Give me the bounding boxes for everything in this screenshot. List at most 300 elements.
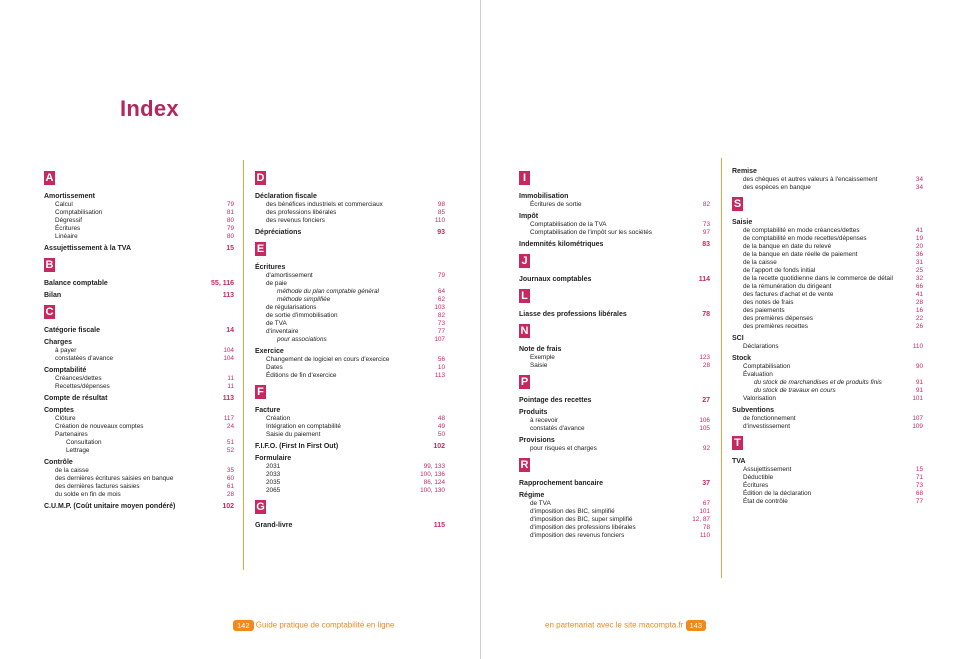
page-number-left: 142 [233,620,254,631]
index-heading [732,354,923,363]
entry-pages: 123 [699,354,710,361]
entry-pages: 60 [226,475,234,482]
entry-pages: 24 [226,423,234,430]
entry-label: pour associations [277,336,327,343]
entry-label: C.U.M.P. (Coût unitaire moyen pondéré) [44,503,176,510]
index-heading [44,338,234,347]
index-column-4 [732,164,923,506]
entry-pages: 80 [226,233,234,240]
entry-label: d'investissement [743,423,791,430]
index-entry [44,431,234,439]
entry-pages: 79 [226,201,234,208]
entry-pages: 104 [223,347,234,354]
index-entry [255,372,445,380]
entry-label: Produits [519,409,548,416]
entry-pages: 115 [433,522,445,529]
entry-pages: 11 [227,383,234,390]
entry-pages: 86, 124 [423,479,445,486]
entry-label: Rapprochement bancaire [519,480,604,487]
index-entry [519,532,710,540]
index-entry [255,336,445,344]
section-letter-d: D [256,172,265,184]
entry-label: des bénéfices industriels et commerciaux [266,201,383,208]
entry-label: Écritures de sortie [530,201,582,208]
entry-label: Dépréciations [255,229,302,236]
entry-label: Assujettissement [743,466,792,473]
entry-pages: 109 [912,423,923,430]
entry-pages: 20 [915,243,923,250]
entry-label: d'imposition des professions libérales [530,524,636,531]
entry-label: Comptabilité [44,367,87,374]
index-entry [519,516,710,524]
section-letter-j: J [519,254,530,268]
entry-label: méthode du plan comptable général [277,288,379,295]
index-entry [44,383,234,391]
entry-pages: 25 [915,267,923,274]
index-heading [44,326,234,335]
index-entry [44,475,234,483]
index-entry [732,251,923,259]
entry-pages: 37 [702,480,710,487]
index-heading [519,396,710,405]
entry-pages: 41 [915,291,923,298]
index-entry [732,395,923,403]
entry-label: à recevoir [530,417,559,424]
entry-pages: 77 [915,498,923,505]
index-heading [255,454,445,463]
index-entry [519,425,710,433]
index-entry [519,500,710,508]
index-heading [519,479,710,488]
entry-label: Création [266,415,291,422]
index-heading [44,394,234,403]
entry-pages: 14 [226,327,234,334]
index-entry [732,371,923,379]
index-heading [519,345,710,354]
entry-label: Saisie [530,362,548,369]
entry-label: Bilan [44,292,62,299]
entry-label: de régularisations [266,304,317,311]
entry-label: Recettes/dépenses [55,383,110,390]
entry-pages: 49 [437,423,445,430]
entry-label: F.I.F.O. (First In First Out) [255,443,339,450]
entry-pages: 11 [227,375,234,382]
entry-label: Note de frais [519,346,562,353]
footer-right [545,620,706,631]
page-gutter [480,0,481,659]
entry-label: Pointage des recettes [519,397,592,404]
index-entry [732,299,923,307]
entry-pages: 83 [702,241,710,248]
entry-pages: 28 [702,362,710,369]
entry-label: Lettrage [66,447,90,454]
entry-pages: 99, 133 [423,463,445,470]
entry-pages: 81 [226,209,234,216]
entry-label: Déclarations [743,343,779,350]
entry-pages: 100, 130 [420,487,445,494]
index-entry [44,233,234,241]
index-entry [519,524,710,532]
entry-label: des chèques et autres valeurs à l'encaissement [743,176,878,183]
entry-pages: 105 [699,425,710,432]
entry-label: de la recette quotidienne dans le commerce de détail [743,275,893,282]
section-letter-c: C [45,306,54,318]
entry-label: à payer [55,347,77,354]
index-entry [732,474,923,482]
entry-label: de paie [266,280,287,287]
entry-pages: 16 [915,307,923,314]
entry-pages: 10 [437,364,445,371]
entry-pages: 71 [915,474,923,481]
index-entry [44,415,234,423]
entry-pages: 106 [699,417,710,424]
entry-pages: 114 [698,276,710,283]
section-letter-p: P [520,376,529,388]
entry-label: Grand-livre [255,522,293,529]
entry-pages: 48 [437,415,445,422]
entry-pages: 27 [702,397,710,404]
entry-pages: 28 [226,491,234,498]
section-letter-f: F [255,385,266,399]
entry-label: de l'apport de fonds initial [743,267,816,274]
entry-pages: 117 [223,415,234,422]
entry-label: Calcul [55,201,73,208]
entry-label: Éditions de fin d'exercice [266,372,337,379]
entry-label: de comptabilité en mode créances/dettes [743,227,860,234]
entry-label: 2033 [266,471,281,478]
index-entry [519,201,710,209]
index-entry [732,291,923,299]
entry-pages: 90 [915,363,923,370]
entry-label: Facture [255,407,281,414]
entry-label: Liasse des professions libérales [519,311,627,318]
index-entry [732,482,923,490]
entry-label: 2065 [266,487,281,494]
index-heading [519,212,710,221]
entry-pages: 101 [699,508,710,515]
index-heading [255,228,445,237]
index-entry [44,201,234,209]
entry-label: SCI [732,335,744,342]
entry-pages: 28 [915,299,923,306]
entry-pages: 56 [437,356,445,363]
entry-pages: 98 [437,201,445,208]
index-heading [519,491,710,500]
index-heading [44,406,234,415]
entry-label: Charges [44,339,73,346]
entry-pages: 82 [702,201,710,208]
index-entry [732,423,923,431]
entry-pages: 73 [437,320,445,327]
entry-label: Déclaration fiscale [255,193,317,200]
entry-label: du stock de marchandises et de produits finis [754,379,882,386]
index-entry [519,354,710,362]
entry-pages: 52 [226,447,234,454]
entry-pages: 79 [437,272,445,279]
entry-label: Impôt [519,213,539,220]
entry-pages: 15 [226,245,234,252]
entry-pages: 50 [437,431,445,438]
entry-label: Subventions [732,407,775,414]
entry-label: d'amortissement [266,272,313,279]
entry-pages: 110 [434,217,445,224]
entry-label: de la rémunération du dirigeant [743,283,832,290]
index-entry [44,355,234,363]
section-letter-l: L [519,289,530,303]
index-heading [519,310,710,319]
footer-right-text: en partenariat avec le site macompta.fr [545,620,684,630]
entry-label: de TVA [266,320,287,327]
index-entry [732,184,923,192]
entry-pages: 78 [702,311,710,318]
entry-pages: 107 [434,336,445,343]
entry-pages: 82 [437,312,445,319]
index-entry [255,280,445,288]
entry-pages: 73 [915,482,923,489]
index-entry [732,379,923,387]
index-heading [44,291,234,300]
entry-label: Stock [732,355,752,362]
index-heading [44,279,234,288]
entry-label: Comptabilisation de la TVA [530,221,607,228]
entry-pages: 92 [702,445,710,452]
entry-label: du solde en fin de mois [55,491,121,498]
index-heading [732,406,923,415]
entry-label: Dates [266,364,283,371]
section-letter-i: I [519,171,530,185]
entry-label: Édition de la déclaration [743,490,812,497]
entry-label: Comptabilisation [55,209,103,216]
index-heading [732,167,923,176]
index-entry [519,508,710,516]
entry-label: de comptabilité en mode recettes/dépenses [743,235,867,242]
section-letter-a: A [45,172,54,184]
entry-label: constatés d'avance [530,425,585,432]
entry-pages: 107 [912,415,923,422]
index-entry [732,307,923,315]
index-entry [255,296,445,304]
entry-label: Écritures [255,264,286,271]
index-entry [732,415,923,423]
index-entry [255,320,445,328]
entry-label: Création de nouveaux comptes [55,423,144,430]
entry-pages: 102 [222,503,234,510]
index-entry [255,471,445,479]
entry-label: Dégressif [55,217,82,224]
index-entry [44,439,234,447]
footer-left-text: Guide pratique de comptabilité en ligne [255,620,395,630]
entry-label: Comptes [44,407,74,414]
entry-pages: 22 [915,315,923,322]
page-title: Index [120,96,179,121]
index-heading [732,334,923,343]
entry-pages: 34 [915,176,923,183]
index-heading [732,218,923,227]
entry-label: 2031 [266,463,281,470]
index-entry [44,217,234,225]
entry-label: Valorisation [743,395,776,402]
entry-pages: 113 [434,372,445,379]
entry-label: Régime [519,492,545,499]
entry-pages: 113 [222,395,234,402]
index-column-1 [44,166,234,511]
index-entry [732,267,923,275]
entry-label: TVA [732,458,746,465]
entry-pages: 101 [912,395,923,402]
index-entry [519,221,710,229]
section-letter-e: E [256,243,265,255]
index-entry [255,312,445,320]
index-entry [44,375,234,383]
entry-label: de TVA [530,500,551,507]
index-entry [732,227,923,235]
index-entry [732,387,923,395]
index-entry [255,487,445,495]
index-entry [732,176,923,184]
entry-pages: 34 [915,184,923,191]
index-entry [732,315,923,323]
entry-label: État de contrôle [743,498,788,505]
entry-label: des premières dépenses [743,315,813,322]
entry-label: de fonctionnement [743,415,796,422]
index-entry [519,362,710,370]
entry-pages: 64 [437,288,445,295]
entry-pages: 36 [915,251,923,258]
index-entry [255,272,445,280]
entry-pages: 110 [699,532,710,539]
entry-pages: 12, 87 [692,516,710,523]
index-entry [44,467,234,475]
entry-label: Linéaire [55,233,78,240]
index-entry [255,415,445,423]
index-heading [519,240,710,249]
entry-pages: 68 [915,490,923,497]
entry-label: Assujettissement à la TVA [44,245,132,252]
index-entry [255,209,445,217]
entry-pages: 31 [915,259,923,266]
entry-label: Créances/dettes [55,375,102,382]
entry-label: des factures d'achat et de vente [743,291,834,298]
entry-pages: 15 [915,466,923,473]
index-entry [732,283,923,291]
entry-pages: 32 [915,275,923,282]
entry-label: des paiements [743,307,785,314]
index-entry [732,235,923,243]
entry-pages: 104 [223,355,234,362]
index-entry [255,217,445,225]
entry-pages: 110 [912,343,923,350]
index-heading [519,436,710,445]
section-letter-r: R [520,459,529,471]
entry-label: pour risques et charges [530,445,597,452]
index-heading [255,521,445,530]
index-entry [732,275,923,283]
entry-label: de la caisse [743,259,777,266]
entry-pages: 102 [433,443,445,450]
index-entry [255,479,445,487]
entry-pages: 55, 116 [211,280,234,287]
index-column-3 [519,166,710,540]
entry-label: Provisions [519,437,555,444]
index-entry [255,356,445,364]
index-entry [44,347,234,355]
entry-pages: 113 [222,292,234,299]
entry-label: d'imposition des revenus fonciers [530,532,625,539]
entry-label: Exemple [530,354,555,361]
index-entry [519,229,710,237]
entry-pages: 61 [226,483,234,490]
index-entry [255,304,445,312]
entry-pages: 66 [915,283,923,290]
entry-label: Saisie [732,219,753,226]
entry-label: de la banque en date réelle de paiement [743,251,858,258]
column-separator [243,160,244,570]
index-heading [732,457,923,466]
entry-label: Comptabilisation [743,363,791,370]
entry-label: des premières recettes [743,323,808,330]
index-heading [44,366,234,375]
footer-left [233,620,395,631]
entry-label: des notes de frais [743,299,794,306]
entry-label: méthode simplifiée [277,296,331,303]
entry-label: Remise [732,168,757,175]
index-entry [732,466,923,474]
entry-label: Contrôle [44,459,73,466]
section-letter-s: S [733,198,742,210]
entry-pages: 79 [226,225,234,232]
entry-pages: 41 [915,227,923,234]
index-heading [255,442,445,451]
index-heading [44,502,234,511]
index-heading [44,192,234,201]
entry-label: Amortissement [44,193,95,200]
entry-pages: 73 [702,221,710,228]
index-entry [519,445,710,453]
entry-label: du stock de travaux en cours [754,387,836,394]
index-heading [519,408,710,417]
entry-label: Compte de résultat [44,395,108,402]
index-heading [519,275,710,284]
entry-label: d'imposition des BIC, super simplifié [530,516,633,523]
entry-label: Balance comptable [44,280,108,287]
entry-label: de la banque en date du relevé [743,243,832,250]
entry-label: 2035 [266,479,281,486]
entry-label: Partenaires [55,431,88,438]
entry-label: Évaluation [743,371,773,378]
index-entry [255,364,445,372]
entry-pages: 85 [437,209,445,216]
index-entry [255,201,445,209]
index-heading [44,244,234,253]
entry-label: Consultation [66,439,102,446]
index-entry [44,447,234,455]
index-heading [519,192,710,201]
index-column-2 [255,166,445,530]
index-entry [255,431,445,439]
section-letter-b: B [45,259,54,271]
index-entry [44,209,234,217]
index-entry [732,259,923,267]
index-entry [732,363,923,371]
entry-pages: 26 [915,323,923,330]
index-entry [732,243,923,251]
index-entry [255,423,445,431]
index-entry [255,288,445,296]
index-heading [255,406,445,415]
index-entry [44,225,234,233]
entry-label: Journaux comptables [519,276,592,283]
entry-label: des espèces en banque [743,184,811,191]
